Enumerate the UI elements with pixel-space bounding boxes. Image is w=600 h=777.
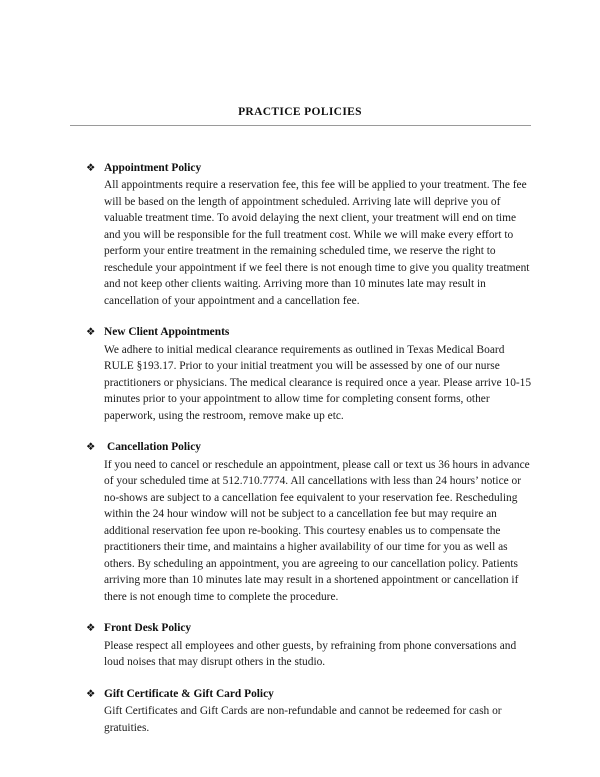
policy-heading (0, 324, 600, 340)
policy-body (0, 177, 600, 309)
policy-section (0, 686, 600, 736)
policy-heading (0, 439, 600, 455)
diamond-bullet-icon: ❖ (86, 162, 96, 174)
policy-section (0, 324, 600, 424)
policy-heading-label: Gift Certificate & Gift Card Policy (104, 687, 274, 700)
diamond-bullet-icon: ❖ (86, 622, 96, 635)
policy-body-text: Gift Certificates and Gift Cards are non-refundable and cannot be redeemed for cash or gratuities. (104, 705, 502, 734)
policy-body-text: We adhere to initial medical clearance requirements as outlined in Texas Medical Board RULE §193.17. Prior to your initial treatment you will be assessed by one of our nurse practitioners or physicians. The medical clearance is required once a year. Please arrive 10-15 minutes prior to your appointment to allow time for completing consent forms, other paperwork, using the restroom, remove make up etc. (104, 343, 532, 422)
title-divider (70, 125, 531, 126)
policy-body (0, 342, 600, 425)
policy-heading (0, 686, 600, 702)
policy-heading (0, 160, 600, 176)
policy-section (0, 160, 600, 309)
policy-body-text: If you need to cancel or reschedule an appointment, please call or text us 36 hours in advance of your scheduled time at 512.710.7774. All cancellations with less than 24 hours’ notice or no-shows are subject to a cancellation fee equivalent to your reservation fee. Rescheduling within the 24 hour window will not be subject to a cancellation fee but may require an additional reservation fee upon re-booking. This courtesy enables us to compensate the practitioners their time, and maintains a higher availability of our time for you as well as others. By scheduling an appointment, you are agreeing to our cancellation policy. Patients arriving more than 10 minutes late may result in a shortened appointment or cancellation if there is not enough time to complete the procedure. (104, 458, 530, 603)
policy-body (0, 638, 600, 671)
policy-heading (0, 620, 600, 636)
policy-list (0, 160, 600, 751)
diamond-bullet-icon: ❖ (86, 326, 96, 339)
policy-heading-label: Cancellation Policy (107, 441, 201, 454)
policy-section (0, 439, 600, 605)
policy-heading-label: Front Desk Policy (104, 622, 192, 635)
policy-heading-label: New Client Appointments (104, 326, 230, 339)
policy-body-text: All appointments require a reservation fee, this fee will be applied to your treatment. The fee will be based on the length of appointment scheduled. Arriving late will deprive you of valuable treatment time. To avoid delaying the next client, your treatment will end on time and you will be responsible for the full treatment cost. While we will make every effort to perform your entire treatment in the remaining scheduled time, we reserve the right to reschedule your appointment if we feel there is not enough time to give you quality treatment and not keep other clients waiting. Arriving more than 10 minutes late may result in cancellation of your appointment and a cancellation fee. (104, 179, 530, 307)
diamond-bullet-icon: ❖ (86, 687, 96, 700)
policy-heading-label: Appointment Policy (104, 162, 202, 174)
diamond-bullet-icon: ❖ (86, 441, 96, 454)
policy-body (0, 703, 600, 736)
policy-section (0, 620, 600, 670)
page-title: PRACTICE POLICIES (238, 106, 362, 118)
policy-body-text: Please respect all employees and other guests, by refraining from phone conversations and loud noises that may disrupt others in the studio. (104, 639, 517, 669)
policy-body (0, 457, 600, 606)
